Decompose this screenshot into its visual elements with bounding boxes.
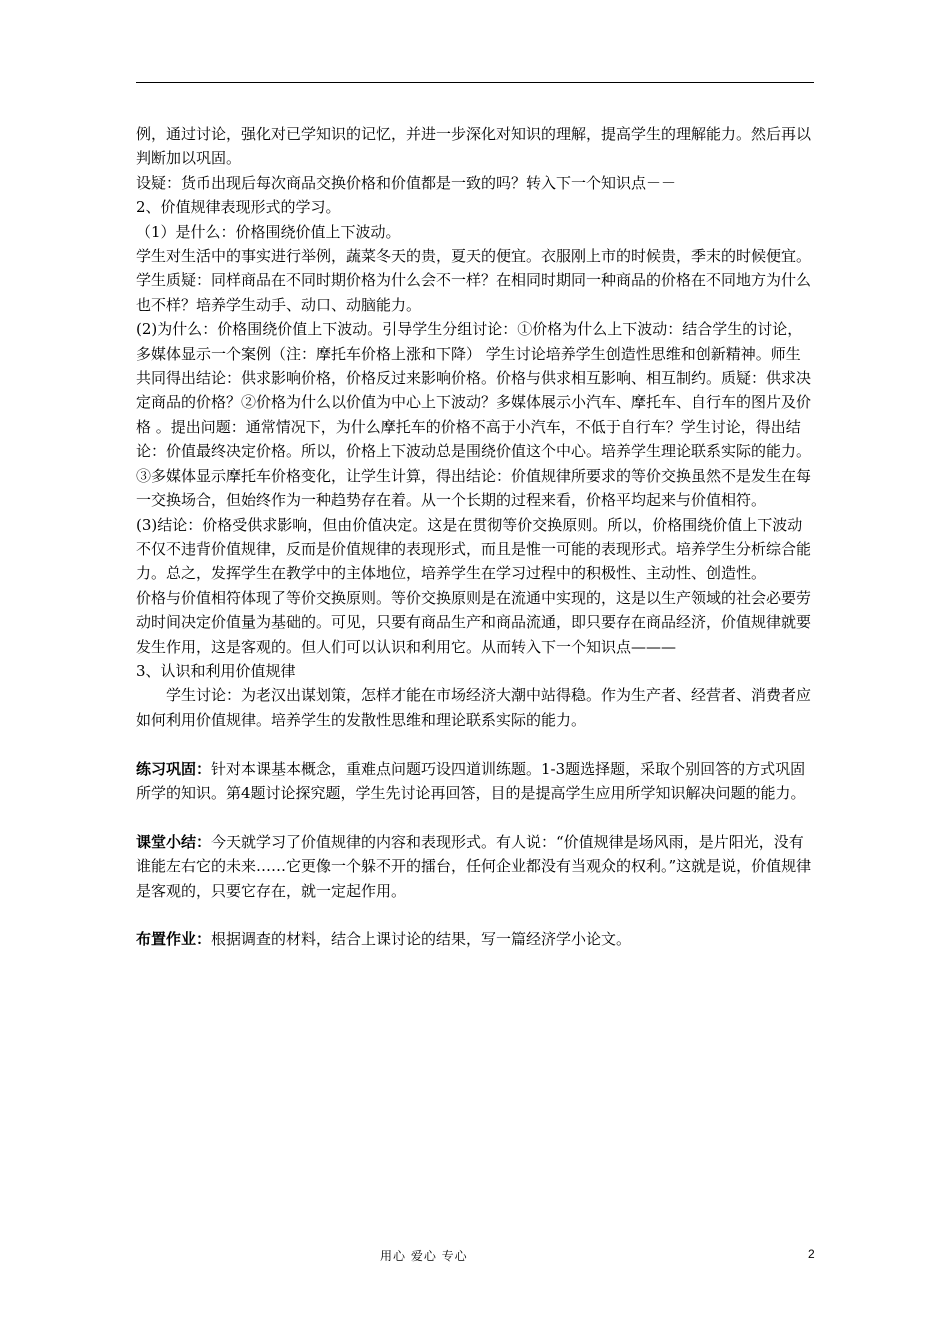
paragraph-question: 设疑：货币出现后每次商品交换价格和价值都是一致的吗？转入下一个知识点－－ bbox=[136, 173, 677, 192]
paragraph-equal-exchange: 价格与价值相符体现了等价交换原则。等价交换原则是在流通中实现的，这是以生产领域的社会必要劳动时间决定价值量为基础的。可见，只要有商品生产和商品流通，即只要存在商品经济，价值规律就要发生作用，这是客观的。但人们可以认识和利用它。从而转入下一个知识点——— bbox=[136, 588, 812, 656]
homework-text: 根据调查的材料，结合上课讨论的结果，写一篇经济学小论文。 bbox=[211, 930, 632, 949]
subheading-what: （1）是什么：价格围绕价值上下波动。 bbox=[136, 222, 401, 241]
homework-label: 布置作业： bbox=[136, 930, 212, 949]
summary-text: 今天就学习了价值规律的内容和表现形式。有人说：“价值规律是场风雨，是片阳光，没有谁能左右它的未来……它更像一个躲不开的擂台，任何企业都没有当观众的权利。”这就是说，价值规律是客观的，只要它存在，就一定起作用。 bbox=[136, 832, 812, 900]
practice-section bbox=[136, 757, 814, 806]
summary-section bbox=[136, 830, 814, 903]
practice-text: 针对本课基本概念，重难点问题巧设四道训练题。1-3题选择题，采取个别回答的方式巩固所学的知识。第4题讨论探究题，学生先讨论再回答，目的是提高学生应用所学知识解决问题的能力。 bbox=[136, 759, 806, 802]
paragraph-discussion: 学生讨论：为老汉出谋划策，怎样才能在市场经济大潮中站得稳。作为生产者、经营者、消费者应如何利用价值规律。培养学生的发散性思维和理论联系实际的能力。 bbox=[136, 686, 812, 729]
summary-label: 课堂小结： bbox=[136, 832, 212, 851]
paragraph-examples: 学生对生活中的事实进行举例，蔬菜冬天的贵，夏天的便宜。衣服刚上市的时候贵，季末的时候便宜。学生质疑：同样商品在不同时期价格为什么会不一样？在相同时期同一种商品的价格在不同地方为什么也不样？培养学生动手、动口、动脑能力。 bbox=[136, 247, 812, 314]
homework-section bbox=[136, 927, 814, 951]
section-heading-2: 2、价值规律表现形式的学习。 bbox=[136, 198, 341, 217]
document-body bbox=[136, 122, 814, 952]
paragraph-why: (2)为什么：价格围绕价值上下波动。引导学生分组讨论：①价格为什么上下波动：结合学生的讨论，多媒体显示一个案例（注：摩托车价格上涨和下降） 学生讨论培养学生创造性思维和创新精神。师生共同得出结论：供求影响价格，价格反过来影响价格。价格与供求相互影响、相互制约。质疑：供求决定商品的价格？②价格为什么以价值为中心上下波动？多媒体展示小汽车、摩托车、自行车的图片及价格 。提出问题：通常情况下，为什么摩托车的价格不高于小汽车，不低于自行车？学生讨论，得出结论：价值最终决定价格。所以，价格上下波动总是围绕价值这个中心。培养学生理论联系实际的能力。③多媒体显示摩托车价格变化，让学生计算，得出结论：价值规律所要求的等价交换虽然不是发生在每一交换场合，但始终作为一种趋势存在着。从一个长期的过程来看，价格平均起来与价值相符。 bbox=[136, 320, 812, 510]
section-heading-3: 3、认识和利用价值规律 bbox=[136, 661, 296, 680]
spacer bbox=[136, 805, 814, 829]
footer-motto: 用心 爱心 专心 bbox=[380, 1249, 468, 1263]
paragraph-review: 例，通过讨论，强化对已学知识的记忆，并进一步深化对知识的理解，提高学生的理解能力。然后再以判断加以巩固。 bbox=[136, 125, 812, 168]
header-rule bbox=[136, 82, 814, 83]
page-number: 2 bbox=[808, 1247, 815, 1261]
spacer bbox=[136, 903, 814, 927]
spacer bbox=[136, 732, 814, 756]
practice-label: 练习巩固： bbox=[136, 759, 212, 778]
paragraph-conclusion: (3)结论：价格受供求影响，但由价值决定。这是在贯彻等价交换原则。所以，价格围绕价值上下波动不仅不违背价值规律，反而是价值规律的表现形式，而且是惟一可能的表现形式。培养学生分析综合能力。总之，发挥学生在教学中的主体地位，培养学生在学习过程中的积极性、主动性、创造性。 bbox=[136, 515, 812, 583]
